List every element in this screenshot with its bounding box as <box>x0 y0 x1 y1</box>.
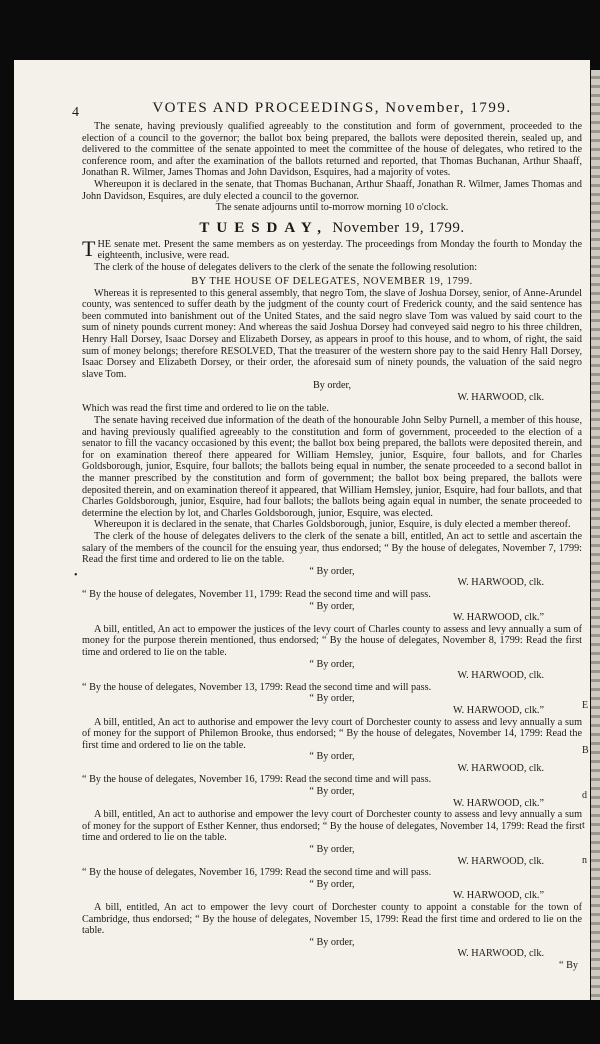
signature-9: W. HARWOOD, clk.” <box>452 890 544 902</box>
edge-fragment-4: t <box>582 820 585 831</box>
by-order-10: “ By order, <box>309 936 355 948</box>
day-heading <box>82 220 582 237</box>
signature-2: W. HARWOOD, clk. <box>457 577 544 589</box>
by-order-9: “ By order, <box>309 878 355 890</box>
by-order-4: “ By order, <box>309 658 355 670</box>
page-number: 4 <box>72 105 79 120</box>
signature-1: W. HARWOOD, clk. <box>457 391 544 403</box>
bill-5-text: A bill, entitled, An act to empower the levy court of Dorchester county to appoint a constable for the town of Cambridge, thus endorsed; “ By the house of delegates, November 15, 1799: Read the first time and ordered to lie on the table. <box>82 902 582 937</box>
bill-4-text: A bill, entitled, An act to authorise and empower the levy court of Dorchester county to assess and levy annually a sum of money for the support of Esther Kenner, thus endorsed; “ By the house of delegates, November 14, 1799: Read the first time and ordered to lie on the table. <box>82 809 582 844</box>
edge-fragment-1: E <box>582 700 589 711</box>
bill-1-second: “ By the house of delegates, November 11, 1799: Read the second time and will pass. <box>82 588 431 600</box>
document-page <box>14 60 590 1000</box>
signature-3: W. HARWOOD, clk.” <box>452 612 544 624</box>
drop-cap: T <box>82 235 96 261</box>
paragraph-council-declared: Whereupon it is declared in the senate, that Thomas Buchanan, Arthur Shaaff, Jonathan R. Wilmer, James Thomas and John Davidson, Esquires, are duly elected a council to the governor. <box>82 178 582 202</box>
day-date: November 19, 1799. <box>332 219 465 236</box>
margin-mark: • <box>74 570 78 581</box>
bill-2-text: A bill, entitled, An act to empower the justices of the levy court of Charles county to assess and levy annually a sum of money for the purpose therein mentioned, thus endorsed; “ By the house of delegates, November 8, 1799: Read the first time and ordered to lie on the table. <box>82 623 582 658</box>
resolution-heading: BY THE HOUSE OF DELEGATES, NOVEMBER 19, 1799. <box>191 275 473 287</box>
clerk-delivers-resolution: The clerk of the house of delegates delivers to the clerk of the senate the following resolution: <box>94 261 478 273</box>
resolution-text: Whereas it is represented to this general assembly, that negro Tom, the slave of Joshua Dorsey, senior, of Anne-Arundel county, was sentenced to suffer death by the judgment of the county court of Frederick county, and the said sentence has been commuted into banishment out of the United States, and the said negro slave Tom was valued by said court to the sum of ninety pounds current money: And whereas the said Joshua Dorsey had conveyed said negro to his three children, Henry Hall Dorsey, Isaac Dorsey and Elizabeth Dorsey, as appears in proof to this house, and to whom, of right, the said sum of money belongs; therefore RESOLVED, That the treasurer of the western shore pay to the said Henry Hall Dorsey, Isaac Dorsey and Elizabeth Dorsey, or their order, the aforesaid sum of ninety pounds, the valuation of the said negro slave Tom. <box>82 287 582 380</box>
edge-fragment-2: B <box>582 745 589 756</box>
bill-3-second: “ By the house of delegates, November 16, 1799: Read the second time and will pass. <box>82 774 432 786</box>
catchword: “ By <box>559 959 578 971</box>
by-order-3: “ By order, <box>309 600 355 612</box>
bill-2-second: “ By the house of delegates, November 13, 1799: Read the second time and will pass. <box>82 681 432 693</box>
day-name: TUESDAY, <box>199 219 329 236</box>
read-first-time: Which was read the first time and ordered to lie on the table. <box>82 403 329 415</box>
binding-edge <box>591 70 600 1000</box>
by-order-2: “ By order, <box>309 565 355 577</box>
whereupon-paragraph: Whereupon it is declared in the senate, that Charles Goldsborough, junior, Esquire, is duly elected a member thereof. <box>94 519 571 531</box>
opening-text: HE senate met. Present the same members as on yesterday. The proceedings from Monday the fourth to Monday the eighteenth, inclusive, were read. <box>97 238 582 262</box>
adjourn-line: The senate adjourns until to-morrow morning 10 o'clock. <box>215 202 449 214</box>
by-order-6: “ By order, <box>309 751 355 763</box>
page-body <box>82 100 582 972</box>
running-head: VOTES AND PROCEEDINGS, November, 1799. <box>152 100 512 116</box>
bill-1-text: The clerk of the house of delegates delivers to the clerk of the senate a bill, entitled, An act to settle and ascertain the salary of the members of the council for the ensuing year, thus endorsed; “ By the house of delegates, November 7, 1799: Read the first time and ordered to lie on the table. <box>82 531 582 566</box>
signature-6: W. HARWOOD, clk. <box>457 762 544 774</box>
edge-fragment-3: d <box>582 790 587 801</box>
edge-fragment-5: n <box>582 855 587 866</box>
purnell-paragraph: The senate having received due information of the death of the honourable John Selby Purnell, a member of this house, and having previously qualified agreeably to the constitution and form of government, proceeded to the election of a senator to fill the vacancy occasioned by this event; the ballot box being prepared, the ballots were deposited therein, and for on examination thereof there appeared for William Hemsley, junior, Esquire, four ballots, and for Charles Goldsborough, junior, Esquire, four ballots; the ballots being equal in number, the senate proceeded to a second ballot in the manner prescribed by the constitution and form of government; the ballot box being prepared, the ballots were deposited therein, and on examination thereof it appeared, that William Hemsley, junior, Esquire, had four ballots, and that Charles Goldsborough, junior, Esquire, had four ballots; the ballots being again equal in number, the senate proceeded to determine the election by lot, and Charles Goldsborough, junior, Esquire, was elected. <box>82 415 582 519</box>
signature-7: W. HARWOOD, clk.” <box>452 797 544 809</box>
bill-3-text: A bill, entitled, An act to authorise and empower the levy court of Dorchester county to assess and levy annually a sum of money for the support of Philemon Brooke, thus endorsed; “ By the house of delegates, November 14, 1799: Read the first time and ordered to lie on the table. <box>82 716 582 751</box>
bill-4-second: “ By the house of delegates, November 16, 1799: Read the second time and will pass. <box>82 867 432 879</box>
by-order-5: “ By order, <box>309 693 355 705</box>
signature-10: W. HARWOOD, clk. <box>457 948 544 960</box>
signature-8: W. HARWOOD, clk. <box>457 855 544 867</box>
by-order-1: By order, <box>312 380 352 392</box>
signature-4: W. HARWOOD, clk. <box>457 670 544 682</box>
by-order-7: “ By order, <box>309 786 355 798</box>
by-order-8: “ By order, <box>309 844 355 856</box>
paragraph-council-election: The senate, having previously qualified agreeably to the constitution and form of government, proceeded to the election of a council to the governor; the ballot box being prepared, the ballots were deposited therein, sealed up, and delivered to the committee of the senate appointed to meet the committee of the house of delegates, who retired to the conference room, and after the examination of the ballots returned and reported, that Thomas Buchanan, Arthur Shaaff, Jonathan R. Wilmer, James Thomas and John Davidson, Esquires, had a majority of votes. <box>82 121 582 179</box>
opening-paragraph <box>82 235 582 262</box>
signature-5: W. HARWOOD, clk.” <box>452 704 544 716</box>
